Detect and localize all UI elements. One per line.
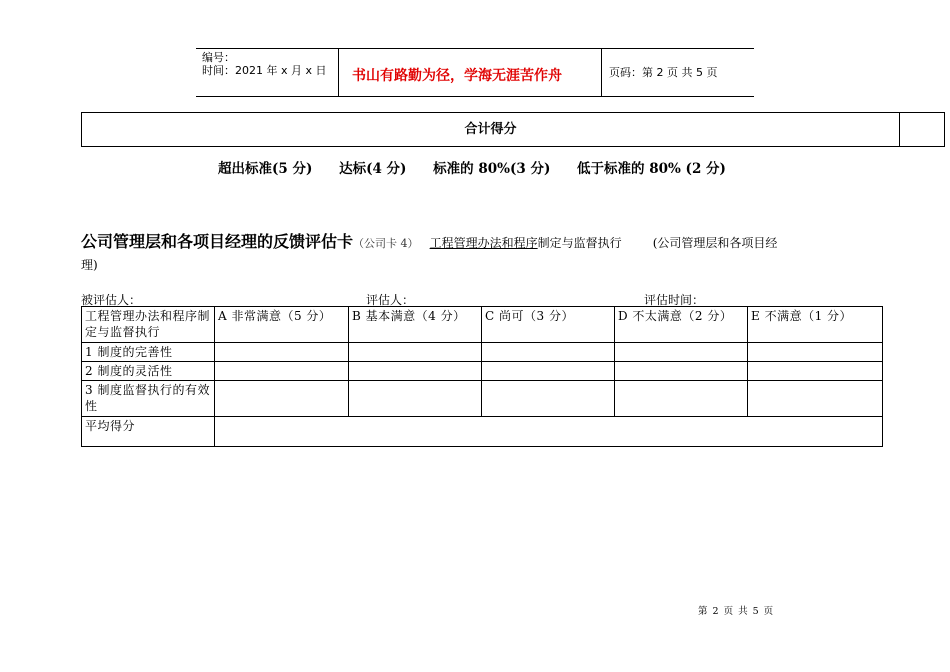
row-item-label: 2 制度的灵活性 [82,362,215,381]
score-cell[interactable] [215,343,349,362]
legend-item: 达标(4 分) [339,161,407,177]
header-cell-b: B 基本满意（4 分） [349,307,482,343]
score-legend [218,157,748,177]
header-divider-right [601,48,602,96]
eval-time-label: 评估时间： [644,293,705,307]
header-bottom-rule [196,96,754,97]
header-motto: 书山有路勤为径，学海无涯苦作舟 [352,68,562,84]
score-cell[interactable] [349,343,482,362]
evaluation-table [81,306,883,447]
table-row [82,362,883,381]
average-label: 平均得分 [82,417,215,447]
header-divider-left [338,48,339,96]
score-cell[interactable] [482,362,615,381]
table-header-row [82,307,883,343]
score-cell[interactable] [748,381,883,417]
average-row [82,417,883,447]
header-cell-c: C 尚可（3 分） [482,307,615,343]
score-cell[interactable] [482,343,615,362]
page-footer: 第 2 页 共 5 页 [698,606,775,617]
row-item-label: 1 制度的完善性 [82,343,215,362]
total-score-label: 合计得分 [464,122,517,137]
score-cell[interactable] [349,381,482,417]
score-cell[interactable] [215,362,349,381]
total-score-separator [899,113,900,146]
card-scope: (公司管理层和各项目经 [652,236,778,250]
score-cell[interactable] [349,362,482,381]
legend-item: 低于标准的 80% (2 分) [577,161,726,177]
evaluatee-label: 被评估人： [81,293,142,307]
average-score-cell[interactable] [215,417,883,447]
score-cell[interactable] [748,343,883,362]
score-cell[interactable] [615,343,748,362]
score-cell[interactable] [748,362,883,381]
header-page-label: 页码：第 2 页 共 5 页 [609,66,718,79]
header-cell-a: A 非常满意（5 分） [215,307,349,343]
header-cell-e: E 不满意（1 分） [748,307,883,343]
card-title: 公司管理层和各项目经理的反馈评估卡 [81,232,354,251]
doc-time-label: 时间：2021 年 x 月 x 日 [202,64,327,77]
row-item-label: 3 制度监督执行的有效性 [82,381,215,417]
score-cell[interactable] [215,381,349,417]
score-cell[interactable] [615,362,748,381]
evaluator-label: 评估人： [366,293,415,307]
card-topic-rest: 制定与监督执行 [537,236,622,250]
header-cell-d: D 不太满意（2 分） [615,307,748,343]
total-score-box [81,112,945,147]
score-cell[interactable] [482,381,615,417]
legend-item: 标准的 80%(3 分) [433,161,551,177]
card-topic-underlined: 工程管理办法和程序 [429,236,538,250]
table-row [82,381,883,417]
legend-item: 超出标准(5 分) [218,161,313,177]
header-top-rule [196,48,754,49]
doc-number-label: 编号： [202,51,235,64]
card-scope-end: 理) [81,258,98,272]
card-number: （公司卡 4） [353,237,419,250]
card-heading [81,229,881,252]
table-row [82,343,883,362]
score-cell[interactable] [615,381,748,417]
card-topic [430,236,622,250]
header-cell-item: 工程管理办法和程序制定与监督执行 [82,307,215,343]
